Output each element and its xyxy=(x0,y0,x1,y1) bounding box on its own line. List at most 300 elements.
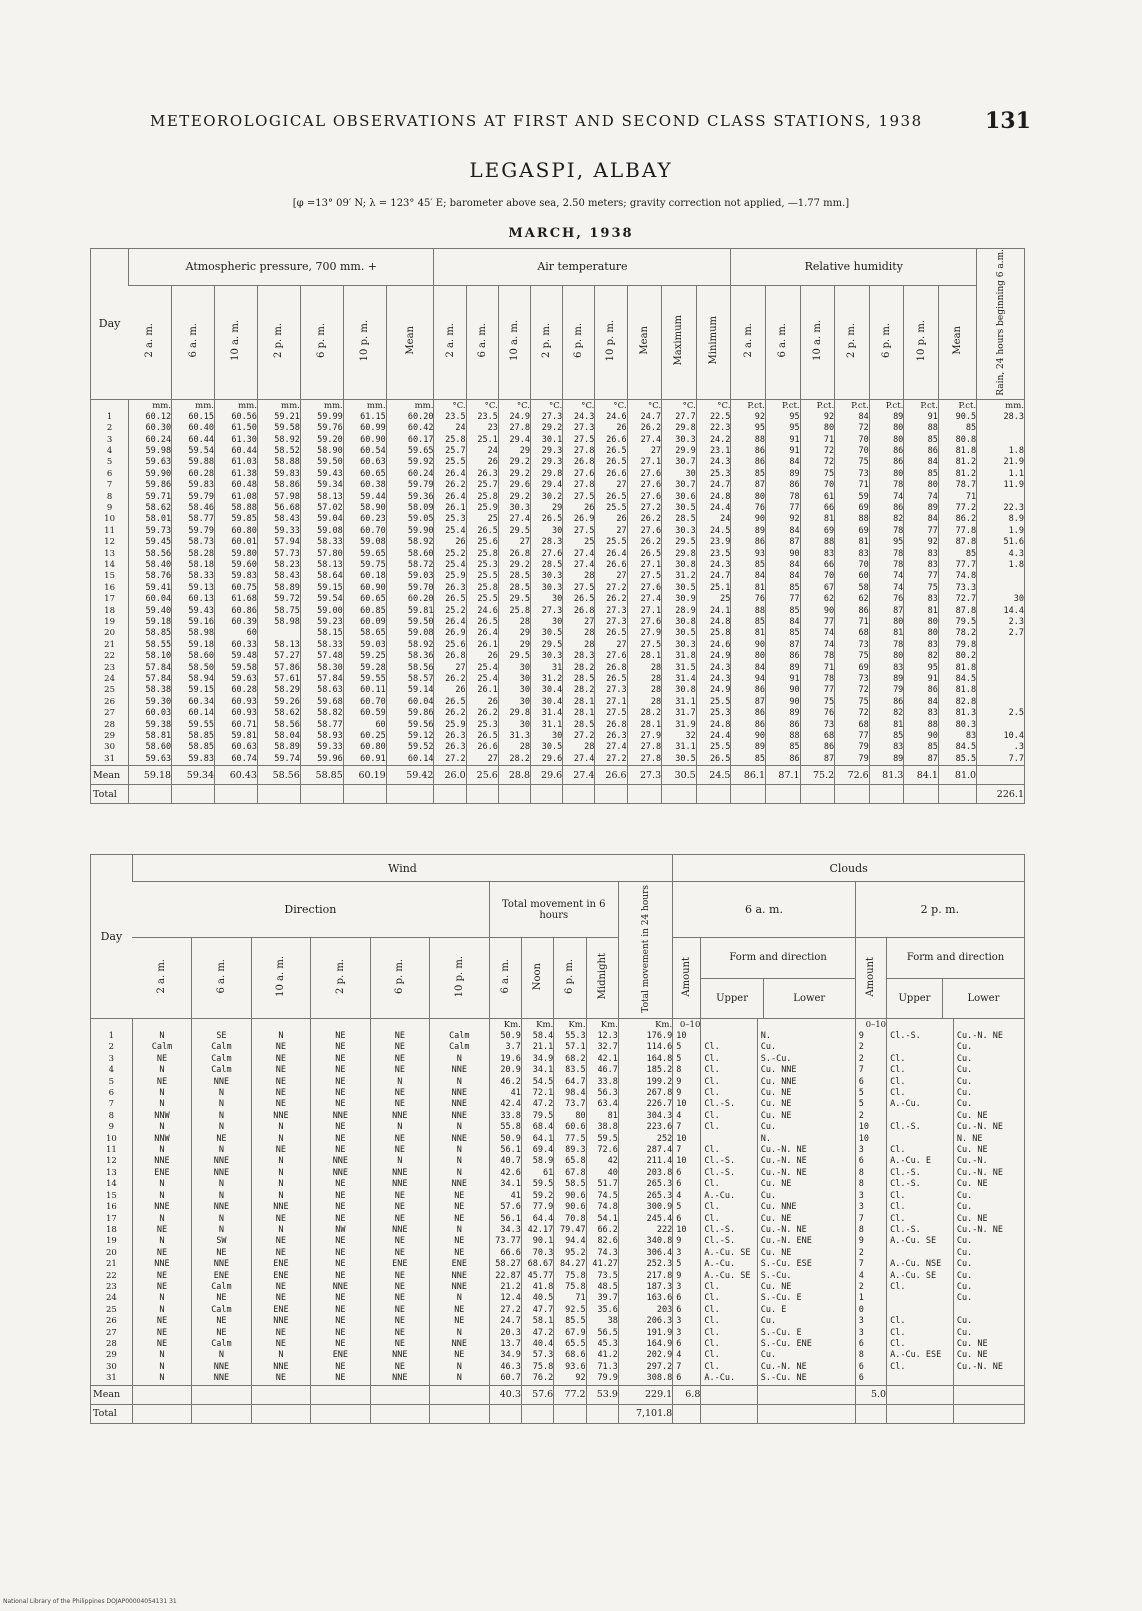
wind-movement-cell: 64.1 xyxy=(521,1134,553,1145)
wind-total-cell: 203 xyxy=(618,1305,672,1316)
cloud-amount-2pm: 8 xyxy=(855,1225,886,1236)
temperature-cell: 25.8 xyxy=(696,628,731,639)
temperature-cell: 26.3 xyxy=(434,742,466,753)
cloud-upper-6am: Cl. xyxy=(701,1214,757,1225)
pressure-cell: 57.86 xyxy=(257,663,300,674)
wind-direction-cell: NE xyxy=(132,1339,191,1350)
empty-total-cell xyxy=(498,785,530,804)
temperature-cell: 26.3 xyxy=(434,583,466,594)
temperature-cell: 27.4 xyxy=(627,594,662,605)
humidity-cell: 83 xyxy=(904,594,939,605)
temperature-cell: 27 xyxy=(627,446,662,457)
pressure-cell: 59.70 xyxy=(386,583,434,594)
cloud-amount-6am: 6 xyxy=(673,1293,701,1304)
humidity-cell: 75 xyxy=(904,583,939,594)
humidity-cell: 73 xyxy=(835,469,870,480)
temperature-cell: 26 xyxy=(595,514,627,525)
table-row xyxy=(91,674,1025,685)
wind-movement-cell: 56.1 xyxy=(489,1214,521,1225)
pressure-cell: 59.60 xyxy=(215,560,258,571)
temperature-cell: 23.5 xyxy=(466,412,498,423)
temperature-cell: 28.1 xyxy=(563,708,595,719)
humidity-cell: 80 xyxy=(904,628,939,639)
wind-movement-cell: 59.2 xyxy=(521,1191,553,1202)
wind-direction-cell: SE xyxy=(192,1031,251,1042)
temperature-cell: 30.4 xyxy=(531,685,563,696)
wind-direction-cell: NE xyxy=(311,1077,370,1088)
pressure-cell: 59.38 xyxy=(129,720,172,731)
wind-movement-cell: 76.2 xyxy=(521,1373,553,1385)
humidity-cell: 71 xyxy=(938,492,976,503)
cloud-lower-6am: Cu. NE xyxy=(757,1088,855,1099)
pressure-cell: 58.43 xyxy=(257,514,300,525)
total-movement-mean: 229.1 xyxy=(618,1385,672,1404)
humidity-cell: 85 xyxy=(938,549,976,560)
wind-direction-cell: NNE xyxy=(370,1350,429,1361)
pressure-cell: 59.79 xyxy=(172,526,215,537)
wind-direction-cell: NE xyxy=(370,1031,429,1042)
pressure-cell: 58.18 xyxy=(172,560,215,571)
temperature-cell: 24.7 xyxy=(696,480,731,491)
humidity-cell: 88 xyxy=(904,423,939,434)
temperature-cell: 28.1 xyxy=(627,651,662,662)
pressure-cell: 60.70 xyxy=(343,526,386,537)
wind-direction-cell: NE xyxy=(132,1054,191,1065)
wind-direction-cell: N xyxy=(251,1225,310,1236)
pressure-cell: 58.90 xyxy=(300,446,343,457)
temperature-cell: 30.8 xyxy=(662,685,697,696)
wind-direction-cell: NE xyxy=(132,1225,191,1236)
humidity-cell: 86 xyxy=(904,685,939,696)
wind-direction-cell: N xyxy=(132,1031,191,1042)
wind-movement-cell: 71.3 xyxy=(586,1362,618,1373)
wind-movement-cell: 27.2 xyxy=(489,1305,521,1316)
wind-direction-cell: NE xyxy=(311,1293,370,1304)
temperature-cell: 30.3 xyxy=(662,640,697,651)
day-number: 8 xyxy=(106,491,113,502)
humidity-cell: 91 xyxy=(904,412,939,423)
empty-mean-cell xyxy=(887,1385,954,1404)
wind-direction-cell: NE xyxy=(192,1134,251,1145)
pressure-cell: 58.89 xyxy=(257,583,300,594)
running-title: METEOROLOGICAL OBSERVATIONS AT FIRST AND SECOND CLASS STATIONS, 1938 xyxy=(150,112,923,130)
humidity-cell: 87 xyxy=(766,537,801,548)
pressure-cell: 58.75 xyxy=(257,606,300,617)
cloud-amount-6am: 6 xyxy=(673,1339,701,1350)
wind-movement-cell: 24.7 xyxy=(489,1316,521,1327)
temp-col-header-label: Maximum xyxy=(673,315,685,366)
table-row xyxy=(91,1156,1025,1167)
cloud-upper-2pm: Cl. xyxy=(887,1077,954,1088)
temperature-cell: 27.3 xyxy=(531,412,563,423)
table-row xyxy=(91,1225,1025,1236)
wind-total-cell: 252.3 xyxy=(618,1259,672,1270)
temp-col-header xyxy=(696,285,731,399)
wind-direction-cell: N xyxy=(132,1362,191,1373)
temperature-cell: 24.3 xyxy=(696,674,731,685)
pressure-cell: 58.60 xyxy=(386,549,434,560)
temperature-cell: 25.3 xyxy=(696,469,731,480)
pressure-cell: 58.04 xyxy=(257,731,300,742)
temperature-cell: 31.2 xyxy=(662,571,697,582)
temp-col-header xyxy=(595,285,627,399)
cloud-upper-2pm: A.-Cu. NSE xyxy=(887,1259,954,1270)
wind-direction-cell: NE xyxy=(311,1305,370,1316)
direction-unit xyxy=(430,1019,489,1032)
wind-movement-cell: 79.47 xyxy=(554,1225,586,1236)
temperature-cell: 31.9 xyxy=(662,720,697,731)
temperature-cell: 29.8 xyxy=(531,469,563,480)
wind-total-cell: 164.8 xyxy=(618,1054,672,1065)
table-row xyxy=(91,1282,1025,1293)
wind-movement-cell: 80 xyxy=(554,1111,586,1122)
pressure-cell: 59.04 xyxy=(300,514,343,525)
wind-total-cell: 206.3 xyxy=(618,1316,672,1327)
rain-cell: 1.8 xyxy=(977,446,1025,457)
humidity-cell: 87 xyxy=(800,754,835,766)
empty-total-cell xyxy=(300,785,343,804)
humidity-cell: 69 xyxy=(835,526,870,537)
pressure-cell: 58.92 xyxy=(386,640,434,651)
pressure-cell: 59.54 xyxy=(172,446,215,457)
wind-direction-cell: NE xyxy=(311,1236,370,1247)
wind-movement-cell: 65.5 xyxy=(554,1339,586,1350)
wind-direction-cell: NNE xyxy=(430,1111,489,1122)
humidity-cell: 91 xyxy=(766,446,801,457)
wind-movement-cell: 67.9 xyxy=(554,1328,586,1339)
cloud-upper-2pm: Cl. xyxy=(887,1202,954,1213)
temperature-cell: 29.5 xyxy=(498,594,530,605)
wind-direction-cell: NE xyxy=(311,1145,370,1156)
humidity-cell: 88 xyxy=(800,537,835,548)
humidity-cell: 74 xyxy=(869,492,904,503)
pressure-cell: 58.85 xyxy=(172,731,215,742)
pressure-cell: 56.68 xyxy=(257,503,300,514)
pressure-cell: 60.20 xyxy=(386,412,434,423)
temperature-cell: 27.8 xyxy=(627,754,662,766)
pressure-cell: 58.77 xyxy=(300,720,343,731)
humidity-cell: 81 xyxy=(869,628,904,639)
rain-cell: 2.5 xyxy=(977,708,1025,719)
wind-direction-cell: NE xyxy=(311,1202,370,1213)
temperature-cell: 24.6 xyxy=(696,640,731,651)
humidity-cell: 92 xyxy=(731,412,766,423)
humidity-cell: 74 xyxy=(800,628,835,639)
wind-direction-cell: NNE xyxy=(192,1168,251,1179)
pressure-cell: 60.14 xyxy=(172,708,215,719)
pressure-cell: 61.08 xyxy=(215,492,258,503)
pressure-cell: 60.75 xyxy=(215,583,258,594)
cloud-upper-2pm: Cl. xyxy=(887,1316,954,1327)
humidity-cell: 87 xyxy=(904,754,939,766)
clouds-2pm-upper-label: Upper xyxy=(887,979,943,1019)
temperature-cell: 30.3 xyxy=(662,435,697,446)
wind-movement-cell: 81 xyxy=(586,1111,618,1122)
wind-movement-cell: 90.6 xyxy=(554,1202,586,1213)
wind-direction-cell: N xyxy=(132,1191,191,1202)
temperature-group-header: Air temperature xyxy=(434,249,731,286)
movement-mean: 57.6 xyxy=(521,1385,553,1404)
wind-direction-cell: N xyxy=(192,1122,251,1133)
cloud-upper-2pm: Cl.-S. xyxy=(887,1031,954,1042)
cloud-amount-2pm: 10 xyxy=(855,1134,886,1145)
wind-total-cell: 308.8 xyxy=(618,1373,672,1385)
wind-direction-cell: N xyxy=(430,1362,489,1373)
amount-unit: 0–10 xyxy=(855,1019,886,1032)
cloud-lower-2pm xyxy=(953,1305,1024,1316)
pressure-cell: 59.65 xyxy=(343,549,386,560)
table-row xyxy=(91,435,1025,446)
temperature-cell: 26.6 xyxy=(595,469,627,480)
pressure-cell: 60.18 xyxy=(343,571,386,582)
humidity-cell: 90 xyxy=(800,606,835,617)
wind-direction-cell: NE xyxy=(370,1282,429,1293)
humidity-cell: 71 xyxy=(835,480,870,491)
day-number: 18 xyxy=(104,605,115,616)
wind-movement-cell: 58.4 xyxy=(521,1031,553,1042)
amount-6am-header-label: Amount xyxy=(681,956,693,997)
temperature-cell: 27 xyxy=(595,480,627,491)
empty-total-cell xyxy=(129,785,172,804)
pressure-cell: 59.08 xyxy=(386,628,434,639)
temperature-cell: 29.3 xyxy=(531,457,563,468)
humidity-cell: 78 xyxy=(800,651,835,662)
pressure-cell: 60.65 xyxy=(343,469,386,480)
wind-direction-cell: N xyxy=(430,1054,489,1065)
wind-movement-cell: 75.8 xyxy=(521,1362,553,1373)
pressure-mean: 58.56 xyxy=(257,766,300,785)
wind-direction-cell: NE xyxy=(311,1191,370,1202)
day-number: 26 xyxy=(104,696,115,707)
rain-cell xyxy=(977,583,1025,594)
wind-movement-cell: 85.5 xyxy=(554,1316,586,1327)
pressure-cell: 60.90 xyxy=(343,583,386,594)
humidity-cell: 72 xyxy=(835,685,870,696)
pressure-cell: 57.27 xyxy=(257,651,300,662)
humidity-cell: 95 xyxy=(766,412,801,423)
rain-cell: 14.4 xyxy=(977,606,1025,617)
day-number: 28 xyxy=(105,1338,117,1349)
pressure-cell: 59.18 xyxy=(172,640,215,651)
cloud-lower-6am: S.-Cu. ENE xyxy=(757,1339,855,1350)
cloud-upper-6am: Cl. xyxy=(701,1316,757,1327)
wind-movement-cell: 71 xyxy=(554,1293,586,1304)
pressure-cell: 58.33 xyxy=(300,537,343,548)
temperature-cell: 25.9 xyxy=(466,503,498,514)
temperature-cell: 26.6 xyxy=(595,435,627,446)
cloud-lower-2pm: Cu. xyxy=(953,1316,1024,1327)
humidity-cell: 84 xyxy=(731,663,766,674)
temperature-cell: 25.1 xyxy=(466,435,498,446)
temperature-cell: 29.4 xyxy=(498,435,530,446)
wind-direction-cell: N xyxy=(132,1122,191,1133)
humidity-col-header-label: 6 a. m. xyxy=(777,323,789,358)
pressure-cell: 59.50 xyxy=(300,457,343,468)
cloud-lower-6am: Cu. NE xyxy=(757,1282,855,1293)
cloud-amount-2pm: 4 xyxy=(855,1271,886,1282)
pressure-cell: 59.88 xyxy=(172,457,215,468)
temperature-cell: 31.4 xyxy=(531,708,563,719)
pressure-cell: 59.15 xyxy=(300,583,343,594)
temperature-cell: 23.5 xyxy=(434,412,466,423)
wind-direction-cell: NE xyxy=(370,1248,429,1259)
wind-direction-cell: NNE xyxy=(311,1282,370,1293)
clouds-2pm-lower-label: Lower xyxy=(967,992,1000,1004)
wind-movement-cell: 83.5 xyxy=(554,1065,586,1076)
humidity-col-header-label: 6 p. m. xyxy=(881,323,893,359)
wind-movement-cell: 40 xyxy=(586,1168,618,1179)
cloud-amount-6am: 10 xyxy=(673,1031,701,1042)
temperature-cell: 26.4 xyxy=(434,492,466,503)
rain-cell xyxy=(977,674,1025,685)
empty-total-cell xyxy=(938,785,976,804)
humidity-cell: 75 xyxy=(835,651,870,662)
wind-direction-cell: Calm xyxy=(192,1065,251,1076)
temperature-cell: 26.5 xyxy=(595,457,627,468)
day-number: 16 xyxy=(104,582,115,593)
wind-movement-cell: 98.4 xyxy=(554,1088,586,1099)
pressure-cell: 59.58 xyxy=(257,423,300,434)
temperature-cell: 30 xyxy=(531,594,563,605)
temperature-cell: 30 xyxy=(531,617,563,628)
wind-direction-cell: NNE xyxy=(132,1156,191,1167)
rain-cell: 2.7 xyxy=(977,628,1025,639)
wind-direction-cell: N xyxy=(430,1077,489,1088)
temperature-cell: 24.6 xyxy=(595,412,627,423)
day-number: 14 xyxy=(104,559,115,570)
wind-movement-cell: 95.2 xyxy=(554,1248,586,1259)
wind-movement-cell: 67.8 xyxy=(554,1168,586,1179)
wind-direction-cell: N xyxy=(192,1111,251,1122)
pressure-cell: 57.84 xyxy=(129,674,172,685)
table-row xyxy=(91,1179,1025,1190)
direction-col-header-label: 10 a. m. xyxy=(275,956,287,997)
direction-col-header-label: 6 a. m. xyxy=(215,959,227,994)
wind-movement-cell: 50.9 xyxy=(489,1031,521,1042)
wind-direction-cell: NE xyxy=(370,1316,429,1327)
temperature-cell: 27.2 xyxy=(563,731,595,742)
pressure-cell: 58.13 xyxy=(300,560,343,571)
cloud-amount-6am: 3 xyxy=(673,1282,701,1293)
day-number: 11 xyxy=(104,525,115,536)
pressure-cell: 59.34 xyxy=(300,480,343,491)
temperature-cell: 25.1 xyxy=(696,583,731,594)
wind-direction-cell: NE xyxy=(370,1042,429,1053)
humidity-cell: 89 xyxy=(904,503,939,514)
humidity-cell: 85 xyxy=(938,423,976,434)
humidity-cell: 87.8 xyxy=(938,537,976,548)
humidity-cell: 83 xyxy=(904,560,939,571)
humidity-cell: 83 xyxy=(938,731,976,742)
humidity-cell: 89 xyxy=(869,412,904,423)
cloud-amount-2pm: 8 xyxy=(855,1168,886,1179)
cloud-lower-2pm: Cu. xyxy=(953,1042,1024,1053)
temperature-cell: 28 xyxy=(627,697,662,708)
pressure-cell: 60.14 xyxy=(386,754,434,766)
table-row xyxy=(91,480,1025,491)
day-number: 27 xyxy=(105,1327,117,1338)
wind-direction-cell: N xyxy=(132,1293,191,1304)
wind-total-cell: 185.2 xyxy=(618,1065,672,1076)
humidity-unit: P.ct. xyxy=(766,399,801,412)
temperature-cell: 25.4 xyxy=(466,674,498,685)
humidity-col-header xyxy=(835,285,870,399)
empty-mean-cell xyxy=(953,1385,1024,1404)
humidity-col-header xyxy=(938,285,976,399)
cloud-upper-2pm xyxy=(887,1134,954,1145)
cloud-upper-6am: Cl. xyxy=(701,1145,757,1156)
humidity-cell: 84.5 xyxy=(938,674,976,685)
pressure-unit: mm. xyxy=(215,399,258,412)
humidity-cell: 76 xyxy=(800,708,835,719)
wind-movement-cell: 41 xyxy=(489,1191,521,1202)
humidity-unit: P.ct. xyxy=(904,399,939,412)
humidity-cell: 94 xyxy=(731,674,766,685)
rain-cell: 7.7 xyxy=(977,754,1025,766)
pressure-cell: 60.70 xyxy=(343,697,386,708)
cloud-amount-2pm: 6 xyxy=(855,1156,886,1167)
direction-col-header xyxy=(370,938,429,1019)
temperature-cell: 27.3 xyxy=(595,617,627,628)
temp-unit: °C. xyxy=(531,399,563,412)
pressure-cell: 59.43 xyxy=(172,606,215,617)
temperature-cell: 27 xyxy=(498,537,530,548)
pressure-col-header-label: 10 p. m. xyxy=(359,320,371,362)
humidity-cell: 77 xyxy=(904,571,939,582)
cloud-upper-6am: Cl. xyxy=(701,1305,757,1316)
empty-total-cell xyxy=(904,785,939,804)
wind-direction-cell: NE xyxy=(370,1236,429,1247)
humidity-cell: 72.7 xyxy=(938,594,976,605)
table-row xyxy=(91,1305,1025,1316)
wind-direction-cell: N xyxy=(430,1156,489,1167)
pressure-mean: 59.34 xyxy=(172,766,215,785)
pressure-cell: 59.55 xyxy=(172,720,215,731)
wind-direction-cell: N xyxy=(192,1191,251,1202)
total-label: Total xyxy=(91,785,129,804)
temperature-cell: 29.4 xyxy=(531,480,563,491)
cloud-amount-2pm: 8 xyxy=(855,1350,886,1361)
pressure-cell: 59.52 xyxy=(386,742,434,753)
humidity-cell: 88 xyxy=(731,606,766,617)
humidity-cell: 72 xyxy=(800,457,835,468)
pressure-cell: 59.44 xyxy=(343,492,386,503)
temperature-cell: 26.8 xyxy=(563,606,595,617)
rain-cell: 1.1 xyxy=(977,469,1025,480)
day-number: 25 xyxy=(104,685,115,696)
pressure-cell: 57.48 xyxy=(300,651,343,662)
pressure-cell: 58.63 xyxy=(300,685,343,696)
pressure-cell: 59.03 xyxy=(343,640,386,651)
temperature-cell: 27.3 xyxy=(595,606,627,617)
temperature-cell: 28.2 xyxy=(563,663,595,674)
wind-direction-cell: NE xyxy=(311,1122,370,1133)
wind-direction-cell: NE xyxy=(251,1088,310,1099)
temperature-cell: 28 xyxy=(563,742,595,753)
temperature-cell: 25.6 xyxy=(434,640,466,651)
pressure-cell: 59.63 xyxy=(215,674,258,685)
wind-direction-cell: Calm xyxy=(192,1305,251,1316)
empty-total-cell xyxy=(132,1404,191,1423)
wind-total-cell: 203.8 xyxy=(618,1168,672,1179)
pressure-cell: 59.83 xyxy=(257,469,300,480)
rain-cell xyxy=(977,651,1025,662)
day-number: 21 xyxy=(104,639,115,650)
temperature-cell: 30 xyxy=(531,731,563,742)
temperature-cell: 30.4 xyxy=(531,697,563,708)
cloud-lower-6am: Cu. NNE xyxy=(757,1065,855,1076)
pressure-cell: 60.40 xyxy=(172,423,215,434)
